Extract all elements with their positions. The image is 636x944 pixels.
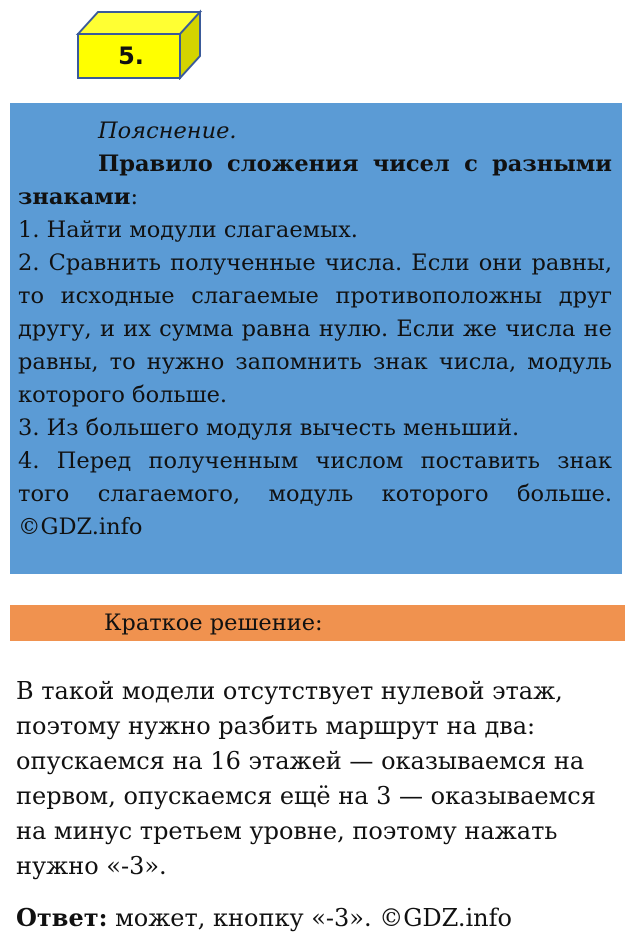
task-number: 5. (118, 42, 144, 70)
task-number-badge (74, 8, 204, 80)
solution-text: В такой модели отсутствует нулевой этаж, поэтому нужно разбить маршрут на два: опускаемся на 16 этажей — оказываемся на первом, опускаемся ещё на 3 — оказываемся на минус третьем уровне, поэтому нажать нужно «-3». (16, 677, 596, 880)
rule-step-2: 2. Сравнить полученные числа. Если они равны, то исходные слагаемые противоположны друг другу, и их сумма равна нулю. Если же числа не равны, то нужно запомнить знак числа, модуль которого больше. (18, 250, 612, 408)
rule-step-1: 1. Найти модули слагаемых. (18, 217, 358, 243)
solution-text-block (16, 674, 616, 884)
explanation-title: Пояснение. (98, 118, 237, 144)
rule-heading-text: Правило сложения чисел с разными знаками (18, 151, 612, 210)
short-solution-title: Краткое решение: (104, 610, 323, 636)
rule-step-4: 4. Перед полученным числом поставить знак того слагаемого, модуль которого больше. ©GDZ.info (18, 448, 612, 540)
short-solution-header (10, 605, 625, 641)
answer-text: может, кнопку «-3». ©GDZ.info (107, 904, 512, 932)
answer-label: Ответ: (16, 903, 108, 932)
explanation-box (10, 103, 622, 574)
rule-step-3: 3. Из большего модуля вычесть меньший. (18, 415, 520, 441)
answer-line (16, 900, 626, 936)
rule-heading (18, 148, 612, 214)
rule-heading-colon: : (130, 184, 139, 210)
